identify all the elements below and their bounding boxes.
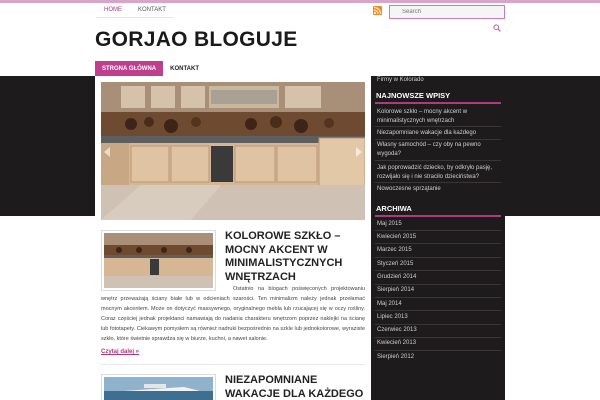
recent-posts-heading: NAJNOWSZE WPISY	[376, 91, 451, 100]
top-accent-line	[0, 0, 600, 3]
main-nav-home[interactable]: STRONA GŁÓWNA	[95, 61, 163, 76]
sidebar-separator	[375, 297, 501, 298]
sidebar-separator	[375, 337, 501, 338]
recent-post-item[interactable]: Niezapomniane wakacje dla każdego	[377, 130, 477, 136]
post2-title[interactable]: NIEZAPOMNIANE WAKACJE DLA KAŻDEGO	[225, 374, 364, 400]
archive-item[interactable]: Lipiec 2013	[377, 314, 408, 320]
post-thumbnail[interactable]	[101, 230, 216, 291]
archive-item[interactable]: Kwiecień 2015	[377, 234, 417, 240]
heading-underline	[375, 215, 501, 217]
sidebar-separator	[375, 230, 501, 231]
sidebar-separator	[375, 160, 501, 161]
recent-post-item[interactable]: Kolorowe szkło – mocny akcent w minimalistycznych wnętrzach	[377, 109, 468, 124]
recent-post-item[interactable]: Własny samochód – czy oby na pewno wygoda?	[377, 142, 481, 157]
top-nav-kontakt[interactable]: KONTAKT	[138, 7, 166, 13]
sidebar	[371, 76, 505, 400]
search-icon[interactable]	[493, 19, 501, 27]
post-title[interactable]: KOLOROWE SZKŁO – MOCNY AKCENT W MINIMALISTYCZNYCH WNĘTRZACH	[225, 230, 343, 283]
recent-post-item[interactable]: Jak poprowadzić dziecko, by odkryło pasję, rozwijało się i nie straciło dzieciństwa?	[377, 165, 493, 180]
sidebar-separator	[375, 350, 501, 351]
archive-item[interactable]: Maj 2014	[377, 301, 402, 307]
sidebar-separator	[375, 324, 501, 325]
sidebar-separator	[375, 182, 501, 183]
read-more-link[interactable]: Czytaj dalej »	[101, 349, 140, 355]
archive-item[interactable]: Maj 2015	[377, 221, 402, 227]
post-divider	[101, 364, 365, 365]
post-thumbnail-image	[104, 233, 213, 288]
search-input[interactable]	[389, 5, 505, 19]
site-title[interactable]: GORJAO BLOGUJE	[95, 28, 298, 51]
featured-slider[interactable]	[101, 82, 365, 220]
rss-icon[interactable]	[373, 6, 382, 15]
post2-thumbnail-image	[104, 377, 213, 400]
archive-item[interactable]: Grudzień 2014	[377, 274, 417, 280]
main-nav	[95, 61, 206, 76]
archive-item[interactable]: Marzec 2015	[377, 247, 412, 253]
sidebar-separator	[375, 126, 501, 127]
sidebar-link[interactable]: Firmy w Kolorado	[377, 77, 424, 83]
archive-item[interactable]: Sierpień 2012	[377, 354, 415, 360]
heading-underline	[375, 102, 501, 104]
main-content	[95, 76, 371, 400]
main-nav-kontakt[interactable]: KONTAKT	[170, 66, 199, 72]
archive-item[interactable]: Kwiecień 2013	[377, 340, 417, 346]
sidebar-separator	[375, 270, 501, 271]
sidebar-separator	[375, 310, 501, 311]
archive-item[interactable]: Sierpień 2014	[377, 287, 415, 293]
kitchen-photo	[101, 82, 365, 220]
slider-next-arrow-icon[interactable]	[355, 146, 363, 158]
top-nav-home[interactable]: HOME	[104, 7, 122, 13]
sidebar-separator	[375, 139, 501, 140]
post-excerpt: Ostatnio na blogach poświęconych projektowaniu wnętrz przeważają ściany białe lub w odcieniach szarości. Ten minimalizm należy jednak przełamać mocnym akcentem. Może on dotyczyć massywnego, oryginalnego mebla lub rzucającej się w oczy rośliny. Coraz częściej jednak projektanci namawiają do nadania charakteru wnętrzom poprzez naklejki na ścianę lub fototapety. Ciekawym pomysłem są również nadruki bezpośrednio na szkle lub jednokolorowe, wyraziste szkło, które świetnie sprawdza się w biurze, kuchni, a nawet salonie.	[101, 286, 365, 342]
post2-thumbnail[interactable]	[101, 374, 216, 400]
sidebar-separator	[375, 257, 501, 258]
top-nav	[96, 3, 174, 18]
archive-item[interactable]: Styczeń 2015	[377, 261, 414, 267]
sidebar-separator	[375, 243, 501, 244]
archives-heading: ARCHIWA	[376, 204, 412, 213]
sidebar-separator	[375, 284, 501, 285]
archive-item[interactable]: Czerwiec 2013	[377, 327, 417, 333]
recent-post-item[interactable]: Nowoczesne sprzątanie	[377, 186, 441, 192]
slider-prev-arrow-icon[interactable]	[103, 146, 111, 158]
